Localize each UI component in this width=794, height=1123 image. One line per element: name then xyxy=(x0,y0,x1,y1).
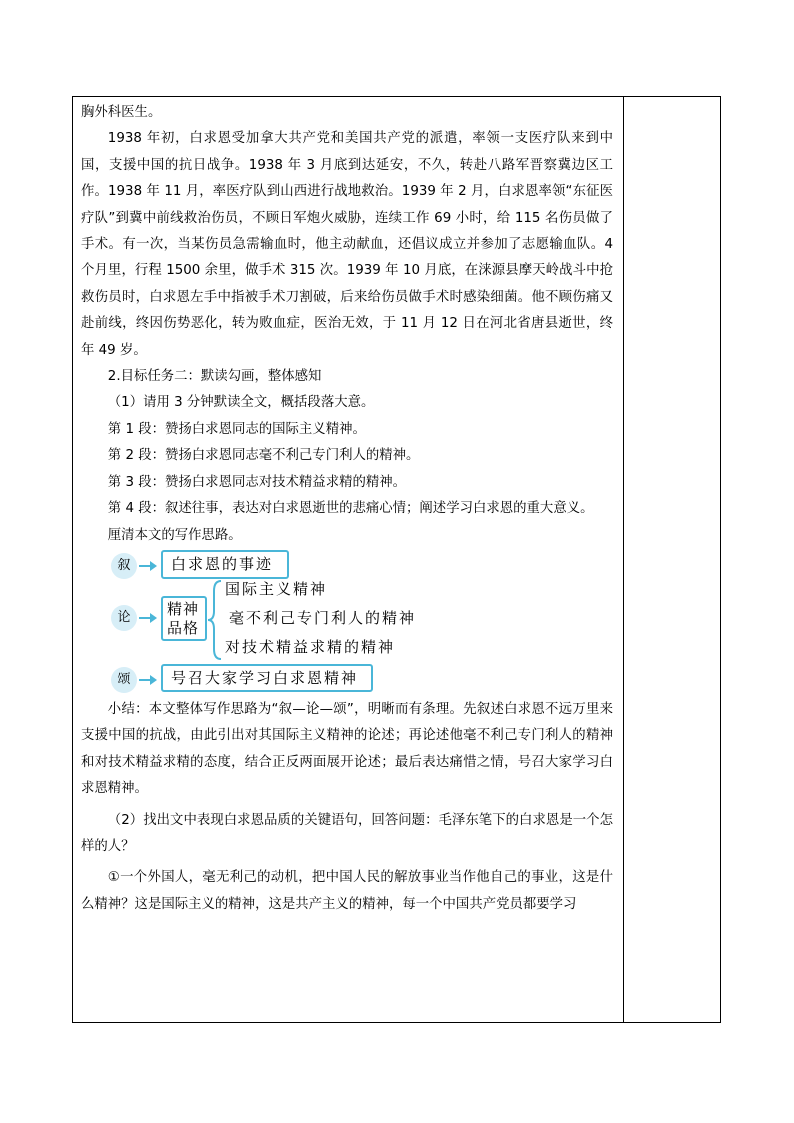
para-summary-1: 第 1 段：赞扬白求恩同志的国际主义精神。 xyxy=(107,421,366,437)
column-divider xyxy=(623,97,624,1022)
branch-item: 毫不利己专门利人的精神 xyxy=(229,608,417,627)
paragraph-bethune-bio: 1938 年初，白求恩受加拿大共产党和美国共产党的派遣，率领一支医疗队来到中国，支援中国的抗日战争。1938 年 3 月底到达延安，不久，转赴八路军晋察冀边区工作。1938 年 11 月，率医疗队到山西进行战地救治。1939 年 2 月，白求恩率领“东征医疗队”到冀中前线救治伤员，不顾日军炮火威胁，连续工作 69 小时，给 115 名伤员做了手术。有一次，当某伤员急需输血时，他主动献血，还倡议成立并参加了志愿输血队。4 个月里，行程 1500 余里，做手术 315 次。1939 年 10 月底，在涞源县摩天岭战斗中抢救伤员时，白求恩左手中指被手术刀割破，后来给伤员做手术时感染细菌。他不顾伤痛又赴前线，终因伤势恶化，转为败血症，医治无效，于 11 月 12 日在河北省唐县逝世，终年 49 岁。 xyxy=(81,131,613,358)
praise-box: 号召大家学习白求恩精神 xyxy=(161,664,373,692)
answer-one: ①一个外国人，毫无利己的动机，把中国人民的解放事业当作他自己的事业，这是什么精神？这是国际主义的精神，这是共产主义的精神，每一个中国共产党员都要学习 xyxy=(81,870,613,912)
narrate-box: 白求恩的事迹 xyxy=(161,550,289,579)
argue-box: 精神品格 xyxy=(161,596,207,641)
question-two: （2）找出文中表现白求恩品质的关键语句，回答问题：毛泽东笔下的白求恩是一个怎样的人？ xyxy=(81,812,613,854)
brace-icon xyxy=(207,579,223,661)
narrate-badge: 叙 xyxy=(111,553,137,579)
arrow-icon xyxy=(139,679,155,681)
para-summary-3: 第 3 段：赞扬白求恩同志对技术精益求精的精神。 xyxy=(107,474,407,490)
summary-paragraph: 小结：本文整体写作思路为“叙—论—颂”，明晰而有条理。先叙述白求恩不远万里来支援中国的抗战，由此引出对其国际主义精神的论述；再论述他毫不利己专门利人的精神和对技术精益求精的态度，结合正反两面展开论述；最后表达痛惜之情，号召大家学习白求恩精神。 xyxy=(81,701,613,797)
branch-item: 对技术精益求精的精神 xyxy=(225,637,396,656)
lesson-content xyxy=(73,97,623,918)
structure-intro: 厘清本文的写作思路。 xyxy=(107,527,242,543)
task-two-heading: 2.目标任务二：默读勾画，整体感知 xyxy=(107,369,322,385)
para-summary-4: 第 4 段：叙述往事，表达对白求恩逝世的悲痛心情；阐述学习白求恩的重大意义。 xyxy=(107,501,594,517)
question-one: （1）请用 3 分钟默读全文，概括段落大意。 xyxy=(107,395,375,411)
argue-badge: 论 xyxy=(111,605,137,631)
paragraph-continued: 胸外科医生。 xyxy=(81,105,162,120)
arrow-icon xyxy=(139,565,155,567)
praise-badge: 颂 xyxy=(111,667,137,693)
branch-item: 国际主义精神 xyxy=(225,579,328,598)
lesson-table xyxy=(72,96,721,1023)
structure-diagram xyxy=(81,549,613,699)
arrow-icon xyxy=(139,617,155,619)
para-summary-2: 第 2 段：赞扬白求恩同志毫不利己专门利人的精神。 xyxy=(107,448,420,464)
